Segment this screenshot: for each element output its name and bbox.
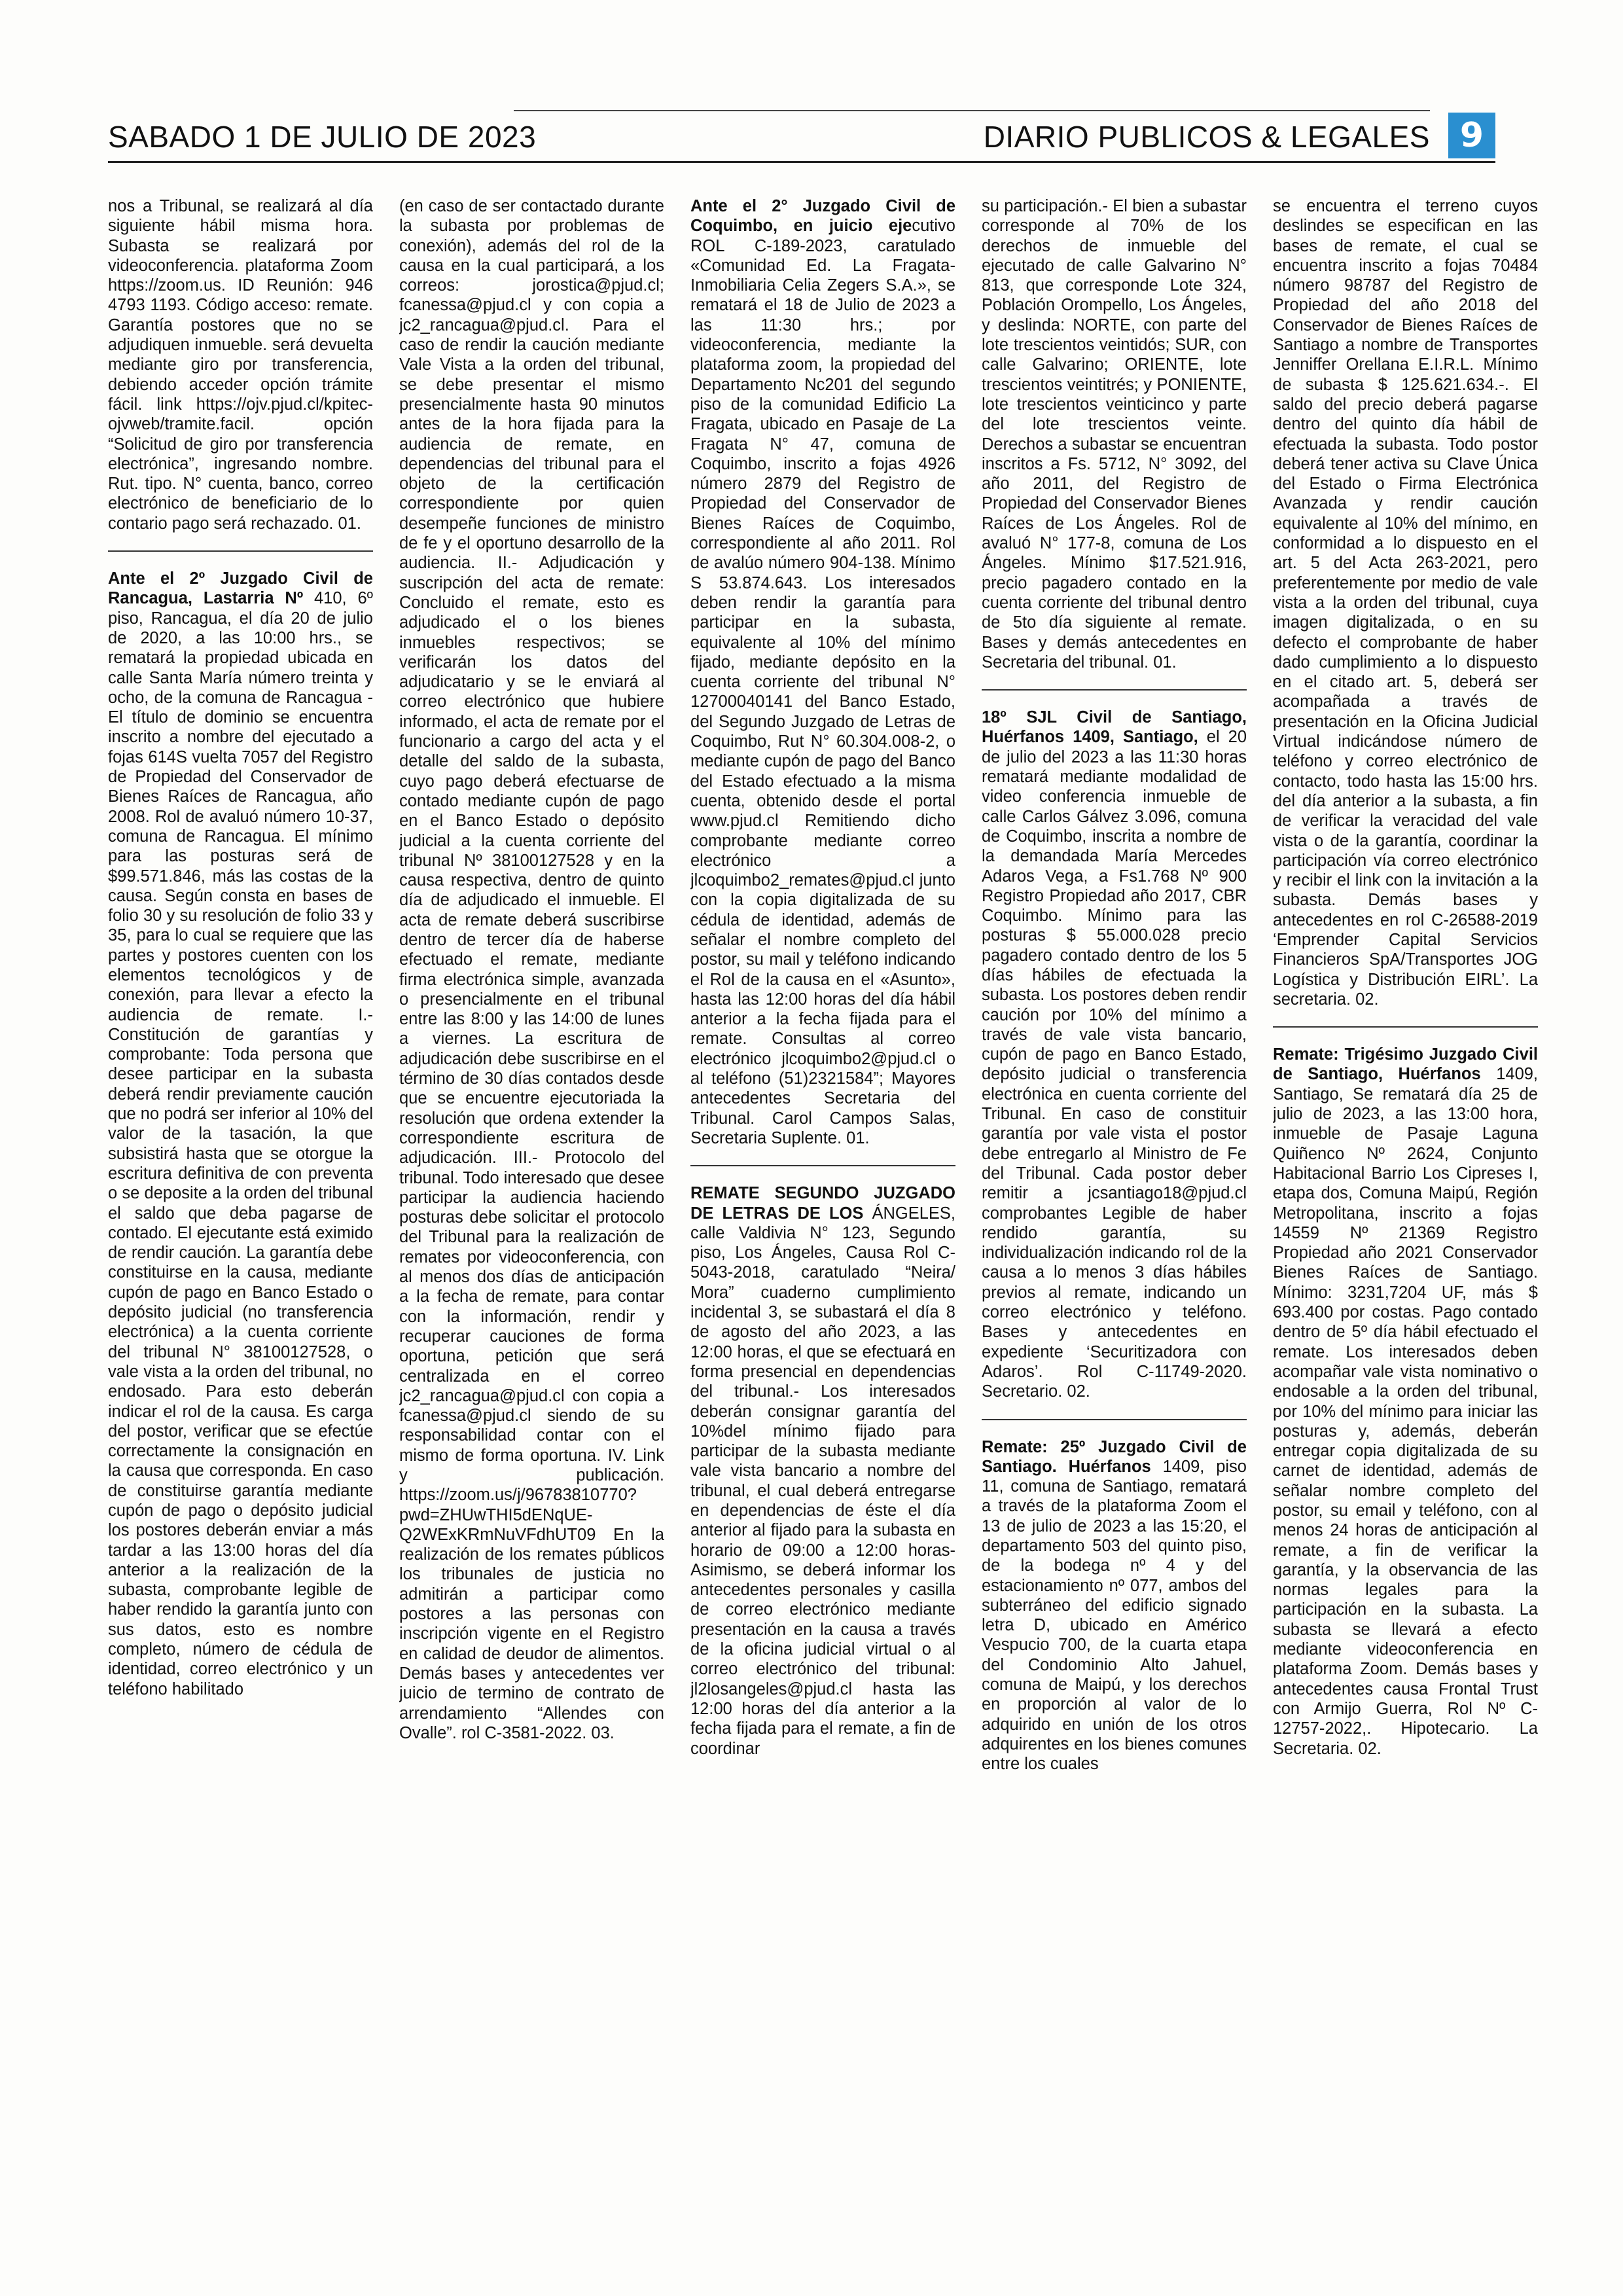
notice-heading: Remate: 25º Juzgado Civil de Santiago. Huérfanos	[982, 1437, 1247, 1476]
legal-notice	[982, 1437, 1247, 1774]
legal-notice	[108, 569, 373, 1699]
issue-date: SABADO 1 DE JULIO DE 2023	[108, 120, 537, 154]
notice-divider	[1273, 1026, 1538, 1028]
notice-body: (en caso de ser contactado durante la subasta por problemas de conexión), además del rol de la causa en la cual participará, a los correos: jorostica@pjud.cl; fcanessa@pjud.cl y con copia a jc2_rancagua@pjud.cl. Para el caso de rendir la caución mediante Vale Vista a la orden del tribunal, se debe presentar el mismo presencialmente hasta 90 minutos antes de la hora fijada para la audiencia de remate, en dependencias del tribunal para el objeto de la certificación correspondiente por quien desempeñe funciones de ministro de fe y el oportuno desarrollo de la audiencia. II.- Adjudicación y suscripción del acta de remate: Concluido el remate, esto es adjudicado el o los bienes inmuebles respectivos; se verificarán los datos del adjudicatario y se le enviará al correo electrónico que hubiere informado, el acta de remate por el funcionario a cargo del acta y el detalle del saldo de la subasta, cuyo pago deberá efectuarse de contado mediante cupón de pago en el Banco Estado o depósito judicial a la cuenta corriente del tribunal Nº 38100127528 y en la causa respectiva, dentro de quinto día de adjudicado el inmueble. El acta de remate deberá suscribirse dentro de tercer día de haberse efectuado el remate, mediante firma electrónica simple, avanzada o presencialmente en el tribunal entre las 8:00 y las 14:00 de lunes a viernes. La escritura de adjudicación debe suscribirse en el término de 30 días contados desde que se encuentre ejecutoriada la resolución que ordena extender la correspondiente escritura de adjudicación. III.- Protocolo del tribunal. Todo interesado que desee participar la audiencia haciendo posturas debe solicitar el protocolo del Tribunal para la realización de remates por videoconferencia, con al menos dos días de anticipación a la fecha de remate, para contar con la información, rendir y recuperar cauciones de forma oportuna, petición que será centralizada en el correo jc2_rancagua@pjud.cl con copia a fcanessa@pjud.cl siendo de su responsabilidad contar con el mismo de forma oportuna. IV. Link y publicación. https://zoom.us/j/96783810770?pwd=ZHUwTHI5dENqUE-Q2WExKRmNuVFdhUT09 En la realización de los remates públicos los tribunales de justicia no admitirán a participar como postores a las personas con inscripción vigente en el Registro en calidad de deudor de alimentos. Demás bases y antecedentes ver juicio de termino de contrato de arrendamiento “Allendes con Ovalle”. rol C-3581-2022. 03.	[399, 197, 664, 1742]
notice-body: se encuentra el terreno cuyos deslindes se especifican en las bases de remate, el cual se encuentra inscrito a fojas 70484 número 98787 del Registro de Propiedad del año 2018 del Conservador de Bienes Raíces de Santiago a nombre de Transportes Jenniffer Orellana E.I.R.L. Mínimo de subasta $ 125.621.634.-. El saldo del precio deberá pagarse dentro del quinto día hábil de efectuada la subasta. Todo postor deberá tener activa su Clave Única del Estado o Firma Electrónica Avanzada y rendir caución equivalente al 10% del mínimo, en conformidad a lo dispuesto en el art. 5 del Acta 263-2021, pero preferentemente por medio de vale vista a la orden del tribunal, cuya imagen digitalizada, o en su defecto el comprobante de haber dado cumplimiento a lo dispuesto en el citado art. 5, deberá ser acompañada a través de presentación en la Oficina Judicial Virtual indicándose número de teléfono y correo electrónico de contacto, todo hasta las 15:00 hrs. del día anterior a la subasta, a fin de verificar la veracidad del vale vista o de la garantía, coordinar la participación vía correo electrónico y recibir el link con la invitación a la subasta. Demás bases y antecedentes en rol C-26588-2019 ‘Emprender Capital Servicios Financieros SpA/Transportes JOG Logística y Distribución EIRL’. La secretaria. 02.	[1273, 197, 1538, 1009]
notice-heading: 18º SJL Civil de Santiago, Huérfanos 1409, Santiago,	[982, 708, 1247, 747]
legal-notice	[1273, 196, 1538, 1009]
header-rule	[108, 161, 1495, 163]
legal-notice	[1273, 1045, 1538, 1759]
legal-notice	[399, 196, 664, 1743]
legal-notice	[690, 196, 955, 1148]
notice-heading: Remate: Trigésimo Juzgado Civil de Santiago, Huérfanos	[1273, 1045, 1538, 1084]
notice-body: Ante el 2° Juzgado Civil de Coquimbo, en juicio ejecutivo ROL C-189-2023, caratulado «Comunidad Ed. La Fragata-Inmobiliaria Celia Zegers S.A.», se rematará el 18 de Julio de 2023 a las 11:30 hrs.; por videoconferencia, mediante la plataforma zoom, la propiedad del Departamento Nc201 del segundo piso de la comunidad Edificio La Fragata, ubicado en Pasaje de La Fragata N° 47, comuna de Coquimbo, inscrito a fojas 4926 número 2879 del Registro de Propiedad del Conservador de Bienes Raíces de Coquimbo, correspondiente al año 2011. Rol de avalúo número 904-138. Mínimo S 53.874.643. Los interesados deben rendir la garantía para participar en la subasta, equivalente al 10% del mínimo fijado, mediante depósito en la cuenta corriente del tribunal N° 12700040141 del Banco Estado, del Segundo Juzgado de Letras de Coquimbo, Rut N° 60.304.008-2, o mediante cupón de pago del Banco del Estado efectuado a la misma cuenta, obtenido desde el portal www.pjud.cl Remitiendo dicho comprobante mediante correo electrónico a jlcoquimbo2_remates@pjud.cl junto con la copia digitalizada de su cédula de identidad, además de señalar el nombre completo del postor, su mail y teléfono indicando el Rol de la causa en el «Asunto», hasta las 12:00 horas del día hábil anterior a la fecha fijada para el remate. Consultas al correo electrónico jlcoquimbo2@pjud.cl o al teléfono (51)2321584”; Mayores antecedentes Secretaria del Tribunal. Carol Campos Salas, Secretaria Suplente. 01.	[690, 197, 955, 1147]
notice-divider	[108, 550, 373, 552]
notice-body: 18º SJL Civil de Santiago, Huérfanos 1409, Santiago, el 20 de julio del 2023 a las 11:30 horas rematará mediante modalidad de video conferencia inmueble de calle Carlos Gálvez 3.096, comuna de Coquimbo, inscrita a nombre de la demandada María Mercedes Adaros Vega, a Fs1.768 Nº 900 Registro Propiedad año 2017, CBR Coquimbo. Mínimo para las posturas $ 55.000.028 precio pagadero contado dentro de los 5 días hábiles de efectuada la subasta. Los postores deben rendir caución por 10% del mínimo a través de vale vista bancario, cupón de pago en Banco Estado, depósito judicial o transferencia electrónica en cuenta corriente del Tribunal. En caso de constituir garantía por vale vista el postor debe entregarlo al Ministro de Fe del Tribunal. Cada postor deber remitir a jcsantiago18@pjud.cl comprobantes Legible de haber rendido garantía, su individualización indicando rol de la causa a lo menos 3 días hábiles previos al remate, indicando un correo electrónico y teléfono. Bases y antecedentes en expediente ‘Securitizadora con Adaros’. Rol C-11749-2020. Secretario. 02.	[982, 708, 1247, 1401]
notice-divider	[982, 1419, 1247, 1420]
column-4	[982, 196, 1247, 2258]
notice-body: nos a Tribunal, se realizará al día siguiente hábil misma hora. Subasta se realizará por videoconferencia. plataforma Zoom https://zoom.us. ID Reunión: 946 4793 1193. Código acceso: remate. Garantía postores que no se adjudiquen inmueble. será devuelta mediante giro por transferencia, debiendo acceder opción trámite fácil. link https://ojv.pjud.cl/kpitec-ojvweb/tramite.facil. opción “Solicitud de giro por transferencia electrónica”, ingresando nombre. Rut. tipo. N° cuenta, banco, correo electrónico de beneficiario de lo contario pago será rechazado. 01.	[108, 197, 373, 533]
notice-body: su participación.- El bien a subastar corresponde al 70% de los derechos de inmueble del ejecutado de calle Galvarino N° 813, que corresponde Lote 324, Población Orompello, Los Ángeles, y deslinda: NORTE, con parte del lote trescientos veintidós; SUR, con calle Galvarino; ORIENTE, lote trescientos veintitrés; y PONIENTE, lote trescientos veinticinco y parte del lote trescientos veinte. Derechos a subastar se encuentran inscritos a Fs. 5712, N° 3092, del año 2011, del Registro de Propiedad del Conservador Bienes Raíces de Los Ángeles. Rol de avaluó N° 177-8, comuna de Los Ángeles. Mínimo $17.521.916, precio pagadero contado en la cuenta corriente del tribunal dentro de 5to día siguiente al remate. Bases y demás antecedentes en Secretaria del tribunal. 01.	[982, 197, 1247, 672]
column-1	[108, 196, 373, 2258]
publication-name: DIARIO PUBLICOS & LEGALES	[983, 120, 1430, 154]
notice-divider	[690, 1165, 955, 1166]
notice-heading: Ante el 2º Juzgado Civil de Rancagua, Lastarria Nº	[108, 569, 373, 608]
notice-heading: Ante el 2° Juzgado Civil de Coquimbo, en juicio eje	[690, 197, 955, 236]
notice-divider	[982, 689, 1247, 691]
column-5	[1273, 196, 1538, 2258]
legal-notice	[982, 708, 1247, 1401]
column-3	[690, 196, 955, 2258]
legal-notice	[690, 1183, 955, 1759]
header-top-rule	[514, 110, 1430, 111]
notice-columns	[108, 196, 1538, 2258]
notice-body: Remate: Trigésimo Juzgado Civil de Santiago, Huérfanos 1409, Santiago, Se rematará día 25 de julio de 2023, a las 13:00 hora, inmueble de Pasaje Laguna Quiñenco Nº 2624, Conjunto Habitacional Barrio Los Cipreses I, etapa dos, Comuna Maipú, Región Metropolitana, inscrito a fojas 14559 Nº 21369 Registro Propiedad año 2021 Conservador Bienes Raíces de Santiago. Mínimo: 3231,7204 UF, más $ 693.400 por costas. Pago contado dentro de 5º día hábil efectuado el remate. Los interesados deben acompañar vale vista nominativo o endosable a la orden del tribunal, por 10% del mínimo para iniciar las posturas y, además, deberán entregar copia digitalizada de su carnet de identidad, además de señalar nombre completo del postor, su email y teléfono, con al menos 24 horas de anticipación al remate, a fin de verificar la garantía, y la observancia de las normas legales para la participación en la subasta. La subasta se llevará a efecto mediante videoconferencia en plataforma Zoom. Demás bases y antecedentes causa Frontal Trust con Armijo Guerra, Rol Nº C-12757-2022,. Hipotecario. La Secretaria. 02.	[1273, 1045, 1538, 1758]
legal-notice	[982, 196, 1247, 672]
legal-notice	[108, 196, 373, 533]
notice-heading: REMATE SEGUNDO JUZGADO DE LETRAS DE LOS	[690, 1184, 955, 1223]
column-2	[399, 196, 664, 2258]
notice-body: Ante el 2º Juzgado Civil de Rancagua, Lastarria Nº 410, 6º piso, Rancagua, el día 20 de julio de 2020, a las 10:00 hrs., se rematará la propiedad ubicada en calle Santa María número treinta y ocho, de la comuna de Rancagua -El título de dominio se encuentra inscrito a nombre del ejecutado a fojas 614S vuelta 7057 del Registro de Propiedad del Conservador de Bienes Raíces de Rancagua, año 2008. Rol de avaluó número 10-37, comuna de Rancagua. El mínimo para las posturas será de $99.571.846, más las costas de la causa. Según consta en bases de folio 30 y su resolución de folio 33 y 35, para lo cual se requiere que las partes y postores cuenten con los elementos tecnológicos y de conexión, para llevar a efecto la audiencia de remate. I.- Constitución de garantías y comprobante: Toda persona que desee participar en la subasta deberá rendir previamente caución que no podrá ser inferior al 10% del valor de la tasación, la que subsistirá hasta que se otorgue la escritura definitiva de con preventa o se deposite a la orden del tribunal el saldo que deba pagarse de contado. El ejecutante está eximido de rendir caución. La garantía debe constituirse en la causa, mediante cupón de pago en Banco Estado o depósito judicial (no transferencia electrónica) a la cuenta corriente del tribunal N° 38100127528, o vale vista a la orden del tribunal, no endosado. Para esto deberán indicar el rol de la causa. Es carga del postor, verificar que se efectúe correctamente la consignación en la causa que corresponda. En caso de constituirse garantía mediante cupón de pago o depósito judicial los postores deberán enviar a más tardar a las 13:00 horas del día anterior a la realización de la subasta, comprobante legible de haber rendido la garantía junto con sus datos, esto es nombre completo, número de cédula de identidad, correo electrónico y un teléfono habilitado	[108, 569, 373, 1698]
page-number-badge: 9	[1448, 113, 1495, 158]
notice-body: REMATE SEGUNDO JUZGADO DE LETRAS DE LOS ÁNGELES, calle Valdivia N° 123, Segundo piso, Los Ángeles, Causa Rol C-5043-2018, caratulado “Neira/ Mora” cuaderno cumplimiento incidental 3, se subastará el día 8 de agosto del año 2023, a las 12:00 horas, el que se efectuará en forma presencial en dependencias del tribunal.- Los interesados deberán consignar garantía del 10%del mínimo fijado para participar de la subasta mediante vale vista bancario a nombre del tribunal, el cual deberá entregarse en dependencias de éste el día anterior al fijado para la subasta en horario de 09:00 a 12:00 horas- Asimismo, se deberá informar los antecedentes personales y casilla de correo electrónico mediante presentación en la causa a través de la oficina judicial virtual o al correo electrónico del tribunal: jl2losangeles@pjud.cl hasta las 12:00 horas del día anterior a la fecha fijada para el remate, a fin de coordinar	[690, 1184, 955, 1758]
notice-body: Remate: 25º Juzgado Civil de Santiago. Huérfanos 1409, piso 11, comuna de Santiago, rematará a través de la plataforma Zoom el 13 de julio de 2023 a las 15:20, el departamento 503 del quinto piso, de la bodega nº 4 y del estacionamiento nº 077, ambos del subterráneo del edificio signado letra D, ubicado en Américo Vespucio 700, de la cuarta etapa del Condominio Alto Jahuel, comuna de Maipú, y los derechos en proporción al valor de lo adquirido en unión de los otros adquirentes en los bienes comunes entre los cuales	[982, 1437, 1247, 1774]
page-header	[108, 113, 1495, 158]
